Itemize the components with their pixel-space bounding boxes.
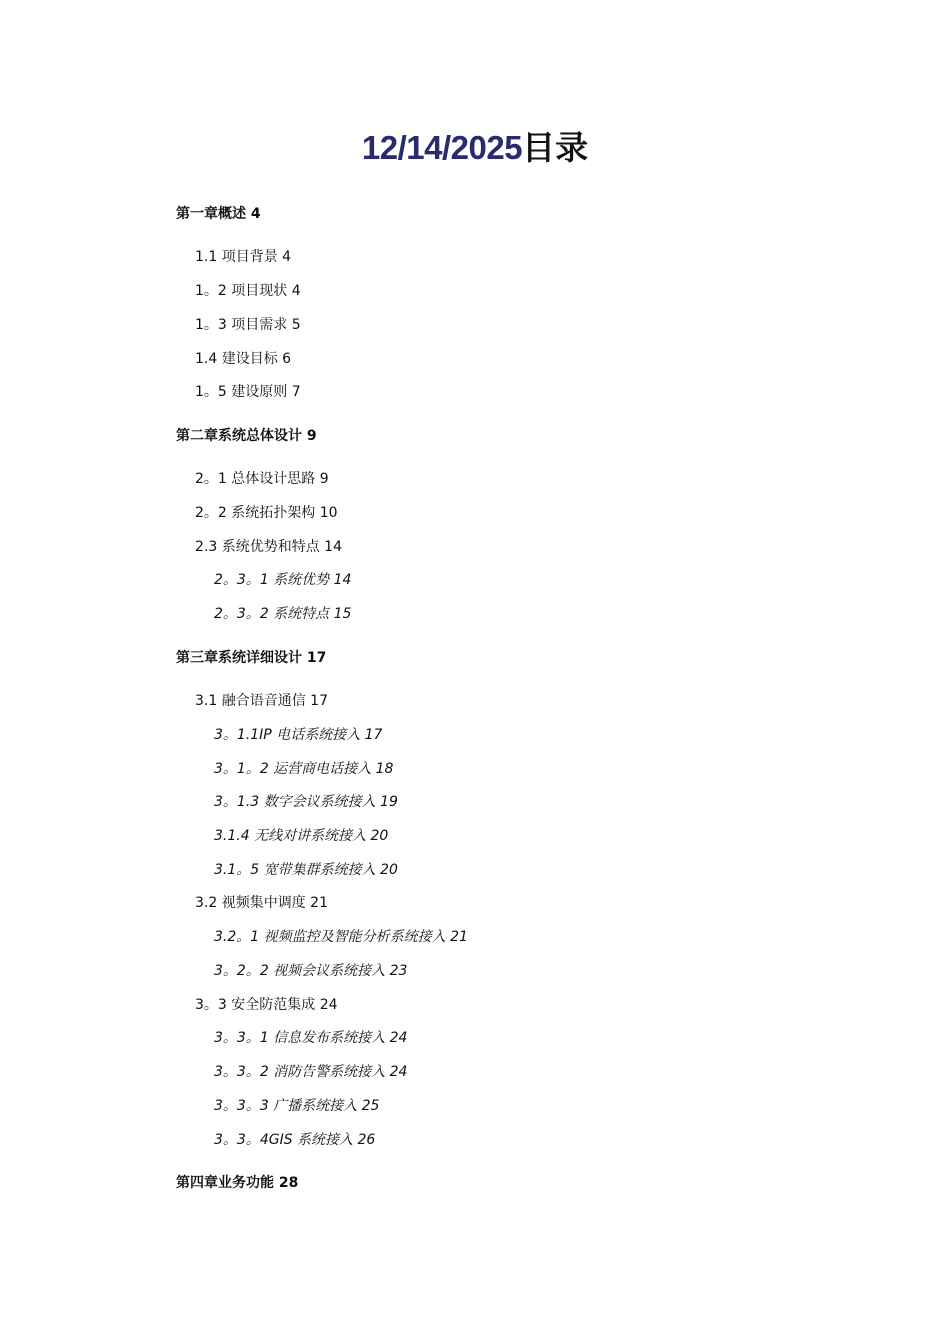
toc-entry[interactable]: 第一章概述 4	[176, 206, 261, 222]
toc-entry[interactable]: 3。1.1IP 电话系统接入 17	[214, 727, 383, 743]
toc-entry[interactable]: 1。3 项目需求 5	[195, 317, 301, 333]
toc-entry[interactable]: 1。5 建设原则 7	[195, 384, 301, 400]
toc-entry[interactable]: 3.1.4 无线对讲系统接入 20	[214, 828, 389, 844]
toc-entry[interactable]: 1.1 项目背景 4	[195, 249, 292, 265]
toc-entry[interactable]: 1.4 建设目标 6	[195, 351, 292, 367]
toc-entry[interactable]: 2。3。1 系统优势 14	[214, 572, 352, 588]
toc-entry[interactable]: 3。3。4GIS 系统接入 26	[214, 1132, 376, 1148]
toc-entry[interactable]: 3。3 安全防范集成 24	[195, 997, 338, 1013]
toc-entry[interactable]: 2。3。2 系统特点 15	[214, 606, 352, 622]
toc-entry[interactable]: 1。2 项目现状 4	[195, 283, 301, 299]
toc-entry[interactable]: 3。1。2 运营商电话接入 18	[214, 761, 394, 777]
toc-entry[interactable]: 3.2。1 视频监控及智能分析系统接入 21	[214, 929, 468, 945]
toc-entry[interactable]: 3.1 融合语音通信 17	[195, 693, 328, 709]
title-date: 12/14/2025	[361, 129, 523, 166]
toc-entry[interactable]: 3。3。2 消防告警系统接入 24	[214, 1064, 408, 1080]
toc-entry[interactable]: 第四章业务功能 28	[176, 1175, 299, 1191]
toc-entry[interactable]: 第二章系统总体设计 9	[176, 428, 317, 444]
toc-entry[interactable]: 2。1 总体设计思路 9	[195, 471, 329, 487]
toc-entry[interactable]: 3。2。2 视频会议系统接入 23	[214, 963, 408, 979]
toc-entry[interactable]: 3.1。5 宽带集群系统接入 20	[214, 862, 398, 878]
toc-entry[interactable]: 2。2 系统拓扑架构 10	[195, 505, 338, 521]
toc-entry[interactable]: 2.3 系统优势和特点 14	[195, 539, 342, 555]
toc-entry[interactable]: 3.2 视频集中调度 21	[195, 895, 328, 911]
toc-entry[interactable]: 3。3。1 信息发布系统接入 24	[214, 1030, 408, 1046]
toc-entry[interactable]: 第三章系统详细设计 17	[176, 650, 327, 666]
title-word: 目录	[522, 128, 589, 167]
toc-entry[interactable]: 3。1.3 数字会议系统接入 19	[214, 794, 398, 810]
page-title	[0, 124, 950, 172]
toc-entry[interactable]: 3。3。3 广播系统接入 25	[214, 1098, 380, 1114]
